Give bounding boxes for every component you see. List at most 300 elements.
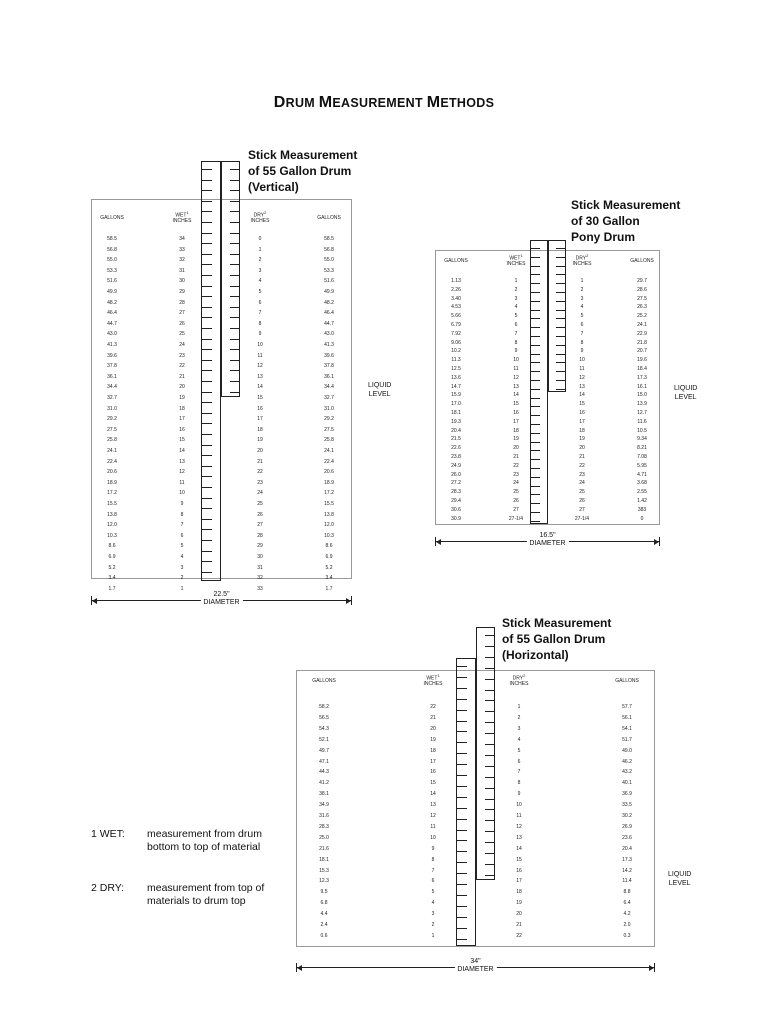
stick-tick <box>456 895 467 896</box>
table-cell: 19 <box>430 736 436 743</box>
table-cell: 6 <box>258 299 262 306</box>
table-cell: 14.2 <box>622 867 632 874</box>
stick-tick <box>485 711 495 712</box>
stick-tick <box>456 830 467 831</box>
table-cell: 6 <box>517 758 521 765</box>
table-cell: 9.06 <box>451 339 461 346</box>
stick-tick <box>230 233 240 234</box>
table-cell: 2 <box>514 286 518 293</box>
table-cell: 16.1 <box>637 383 647 390</box>
table-cell: 1 <box>514 278 518 284</box>
table-cell: 18 <box>430 747 436 754</box>
table-cell: 8 <box>431 856 435 863</box>
table-cell: 21.6 <box>319 845 329 852</box>
table-cell: 27.2 <box>451 480 461 487</box>
stick-tick <box>456 906 467 907</box>
table-cell: 30 <box>179 278 185 285</box>
table-cell: 21 <box>430 714 436 721</box>
table-cell: 26 <box>579 498 585 504</box>
table-cell: 20 <box>513 445 519 452</box>
stick-tick <box>201 307 212 308</box>
table-cell: 30.9 <box>451 515 461 522</box>
table-cell: 31.0 <box>107 405 117 412</box>
table-cell: 48.2 <box>324 299 334 306</box>
table-cell: 49.0 <box>622 747 632 754</box>
header-dry-footnote: 2 <box>523 673 526 678</box>
table-cell: 12 <box>579 374 585 381</box>
table-cell: 22.9 <box>637 330 647 337</box>
table-cell: 15.3 <box>319 867 329 874</box>
table-cell: 56.8 <box>324 246 334 253</box>
table-cell: 20.4 <box>622 845 632 852</box>
table-cell: 56.1 <box>622 714 632 721</box>
stick-tick <box>556 345 566 346</box>
stick-tick <box>201 360 212 361</box>
measuring-stick-upper <box>548 240 566 392</box>
stick-tick <box>456 666 467 667</box>
table-cell: 28 <box>257 532 263 539</box>
stick-tick <box>201 519 212 520</box>
stick-tick <box>530 521 540 522</box>
table-cell: 44.3 <box>319 769 329 776</box>
table-cell: 18.9 <box>107 479 117 486</box>
table-cell: 25.8 <box>324 437 334 444</box>
table-cell: 11 <box>257 352 263 359</box>
table-cell: 18.1 <box>451 410 461 416</box>
table-cell: 1 <box>258 246 262 253</box>
table-cell: 44.7 <box>324 320 334 327</box>
table-cell: 1 <box>517 704 521 710</box>
table-cell: 37.8 <box>324 363 334 370</box>
table-cell: 32 <box>257 575 263 582</box>
stick-tick <box>530 398 540 399</box>
table-cell: 33 <box>179 246 185 253</box>
table-cell: 7.92 <box>451 330 461 337</box>
stick-tick <box>530 503 540 504</box>
table-cell: 14 <box>513 392 519 399</box>
table-cell: 40.1 <box>622 780 632 787</box>
table-cell: 18 <box>179 405 185 412</box>
table-cell: 10.3 <box>107 532 117 539</box>
table-cell: 21 <box>516 922 522 928</box>
table-cell: 7 <box>580 330 584 337</box>
table-cell: 1.13 <box>451 278 461 284</box>
table-cell: 41.3 <box>107 342 117 348</box>
table-cell: 30.2 <box>622 813 632 819</box>
table-cell: 22 <box>430 704 436 710</box>
table-cell: 11 <box>579 366 585 372</box>
stick-tick <box>556 354 566 355</box>
table-cell: 25.2 <box>637 313 647 320</box>
table-cell: 36.1 <box>324 373 334 380</box>
header-wet-text: WET <box>426 675 438 682</box>
diameter-word: DIAMETER <box>203 599 240 606</box>
stick-tick <box>230 275 240 276</box>
table-cell: 3 <box>431 911 435 918</box>
stick-tick <box>456 884 467 885</box>
arrow-right-icon <box>649 965 654 971</box>
stick-tick <box>230 264 240 265</box>
stick-tick <box>556 283 566 284</box>
stick-tick <box>456 862 467 863</box>
table-cell: 25 <box>513 489 519 496</box>
table-cell: 24 <box>513 480 519 487</box>
header-dry-text: DRY <box>253 212 265 219</box>
header-dry-footnote: 2 <box>586 253 589 258</box>
table-cell: 4.71 <box>637 471 647 478</box>
table-cell: 17 <box>516 878 522 885</box>
table-cell: 26.9 <box>622 823 632 830</box>
table-cell: 13 <box>516 834 522 841</box>
arrow-right-icon <box>346 598 351 604</box>
stick-tick <box>201 317 212 318</box>
table-cell: 17.0 <box>451 401 461 408</box>
stick-tick <box>530 371 540 372</box>
stick-tick <box>201 169 212 170</box>
table-cell: 11 <box>179 479 185 486</box>
table-cell: 7 <box>514 330 518 337</box>
stick-tick <box>201 211 212 212</box>
table-cell: 56.8 <box>107 246 117 253</box>
table-cell: 8 <box>580 339 584 346</box>
header-gallons: GALLONS <box>615 678 639 684</box>
table-cell: 25 <box>257 501 263 507</box>
table-cell: 34.9 <box>319 802 329 809</box>
arrow-left-icon <box>92 598 97 604</box>
stick-tick <box>556 318 566 319</box>
table-cell: 53.3 <box>324 267 334 274</box>
table-cell: 4 <box>580 304 584 311</box>
arrow-right-icon <box>654 539 659 545</box>
table-cell: 17 <box>513 418 519 425</box>
table-cell: 27 <box>579 506 585 513</box>
liquid-level-line: LIQUID <box>674 385 698 392</box>
stick-tick <box>201 445 212 446</box>
stick-tick <box>456 742 467 743</box>
table-cell: 10.5 <box>637 427 647 434</box>
stick-tick <box>456 819 467 820</box>
stick-tick <box>230 307 240 308</box>
table-cell: 8 <box>517 780 521 787</box>
stick-tick <box>485 809 495 810</box>
table-cell: 3 <box>180 564 184 571</box>
table-cell: 23 <box>257 479 263 486</box>
table-cell: 18.1 <box>319 856 329 863</box>
table-cell: 7.08 <box>637 454 647 460</box>
table-cell: 4 <box>258 278 262 285</box>
stick-tick <box>530 477 540 478</box>
table-cell: 15 <box>513 401 519 408</box>
table-cell: 6.8 <box>320 900 328 907</box>
header-gallons: GALLONS <box>317 215 341 221</box>
stick-tick <box>530 292 540 293</box>
table-cell: 14 <box>579 392 585 399</box>
table-cell: 12.3 <box>319 878 329 885</box>
table-cell: 8 <box>514 339 518 346</box>
table-cell: 33 <box>257 585 263 592</box>
table-cell: 4 <box>180 554 184 560</box>
table-cell: 19 <box>179 395 185 401</box>
stick-tick <box>485 657 495 658</box>
table-cell: 13.6 <box>451 374 461 381</box>
table-cell: 47.1 <box>319 758 329 765</box>
header-gallons: GALLONS <box>312 678 336 684</box>
table-cell: 15 <box>179 437 185 444</box>
table-cell: 30 <box>257 554 263 560</box>
table-cell: 12 <box>516 823 522 830</box>
caption-line: of 55 Gallon Drum <box>502 632 606 646</box>
stick-tick <box>201 370 212 371</box>
caption-line: (Horizontal) <box>502 648 569 662</box>
table-cell: 51.6 <box>107 278 117 285</box>
table-cell: 52.1 <box>319 736 329 743</box>
stick-tick <box>201 349 212 350</box>
table-cell: 1 <box>580 278 584 284</box>
table-cell: 15.9 <box>451 392 461 399</box>
stick-tick <box>530 345 540 346</box>
table-cell: 17 <box>257 416 263 423</box>
table-cell: 18.9 <box>324 479 334 486</box>
stick-tick <box>485 744 495 745</box>
stick-tick <box>485 864 495 865</box>
stick-tick <box>556 327 566 328</box>
table-cell: 5 <box>431 889 435 896</box>
stick-tick <box>556 380 566 381</box>
stick-tick <box>201 455 212 456</box>
table-cell: 49.7 <box>319 747 329 754</box>
table-cell: 26 <box>179 320 185 327</box>
stick-tick <box>530 512 540 513</box>
table-cell: 3 <box>514 295 518 302</box>
table-cell: 3 <box>580 295 584 302</box>
diameter-label <box>454 958 496 974</box>
stick-tick <box>530 318 540 319</box>
stick-tick <box>230 222 240 223</box>
table-cell: 25 <box>579 489 585 496</box>
table-cell: 18 <box>579 427 585 434</box>
table-cell: 24.1 <box>324 448 334 454</box>
header-gallons: GALLONS <box>100 215 124 221</box>
table-cell: 18.4 <box>637 366 647 372</box>
stick-tick <box>456 797 467 798</box>
table-cell: 2 <box>580 286 584 293</box>
stick-tick <box>230 254 240 255</box>
table-cell: 383 <box>637 506 647 513</box>
table-cell: 3.4 <box>325 575 333 582</box>
table-cell: 30.6 <box>451 506 461 513</box>
note-definition: measurement from drum bottom to top of material <box>147 828 262 853</box>
measuring-stick-upper <box>221 161 240 397</box>
table-cell: 39.6 <box>324 352 334 359</box>
table-cell: 49.9 <box>107 289 117 295</box>
table-cell: 1 <box>431 932 435 939</box>
table-cell: 22.4 <box>107 458 117 465</box>
table-cell: 20.7 <box>637 348 647 355</box>
caption-line: of 30 Gallon <box>571 214 640 228</box>
stick-tick <box>201 222 212 223</box>
table-caption <box>248 147 357 195</box>
stick-tick <box>556 266 566 267</box>
table-cell: 53.3 <box>107 267 117 274</box>
stick-tick <box>201 190 212 191</box>
liquid-level-label <box>368 381 391 399</box>
liquid-level-label <box>674 384 697 402</box>
table-cell: 2 <box>431 922 435 928</box>
table-cell: 10 <box>179 490 185 497</box>
table-cell: 17.2 <box>107 490 117 497</box>
table-cell: 31 <box>257 564 263 571</box>
table-cell: 38.1 <box>319 791 329 798</box>
table-cell: 27 <box>257 522 263 529</box>
table-cell: 28 <box>179 299 185 306</box>
liquid-level-line: LEVEL <box>368 391 391 398</box>
table-cell: 8 <box>180 511 184 518</box>
table-cell: 46.2 <box>622 758 632 765</box>
table-cell: 26.3 <box>637 304 647 311</box>
stick-tick <box>485 700 495 701</box>
stick-tick <box>530 336 540 337</box>
table-cell: 27 <box>179 310 185 317</box>
stick-tick <box>230 392 240 393</box>
stick-tick <box>485 646 495 647</box>
stick-tick <box>556 310 566 311</box>
table-cell: 14.7 <box>451 383 461 390</box>
stick-tick <box>201 561 212 562</box>
table-cell: 10 <box>513 357 519 364</box>
diameter-value: 16.5" <box>539 532 556 539</box>
table-cell: 20 <box>579 445 585 452</box>
table-cell: 15.5 <box>107 501 117 507</box>
table-cell: 7 <box>431 867 435 874</box>
table-cell: 7 <box>517 769 521 776</box>
stick-tick <box>530 310 540 311</box>
table-cell: 21.5 <box>451 436 461 443</box>
stick-tick <box>456 731 467 732</box>
table-cell: 5.2 <box>325 564 333 571</box>
table-cell: 34 <box>179 236 185 242</box>
table-cell: 24.1 <box>637 322 647 328</box>
table-cell: 18 <box>513 427 519 434</box>
stick-tick <box>485 679 495 680</box>
table-cell: 43.0 <box>107 331 117 338</box>
table-cell: 11 <box>513 366 519 372</box>
table-cell: 11.6 <box>637 418 647 425</box>
table-cell: 27.5 <box>324 426 334 433</box>
liquid-level-line: LEVEL <box>668 880 691 887</box>
table-cell: 24.9 <box>451 462 461 469</box>
table-cell: 8.6 <box>325 543 333 550</box>
table-cell: 16 <box>513 410 519 416</box>
stick-tick <box>556 389 566 390</box>
table-cell: 4 <box>431 900 435 907</box>
table-cell: 16 <box>516 867 522 874</box>
table-cell: 15.0 <box>637 392 647 399</box>
table-cell: 2 <box>517 714 521 721</box>
table-cell: 2.4 <box>320 922 328 928</box>
stick-tick <box>201 476 212 477</box>
page-title: DRUM MEASUREMENT METHODS <box>273 94 495 111</box>
caption-line: of 55 Gallon Drum <box>248 164 352 178</box>
stick-tick <box>530 354 540 355</box>
table-cell: 21 <box>179 373 185 380</box>
stick-tick <box>485 766 495 767</box>
stick-tick <box>201 572 212 573</box>
table-cell: 22 <box>257 469 263 476</box>
stick-tick <box>485 690 495 691</box>
table-cell: 21.8 <box>637 339 647 346</box>
table-cell: 12 <box>179 469 185 476</box>
table-cell: 21 <box>579 454 585 460</box>
table-cell: 23.8 <box>451 454 461 460</box>
table-cell: 29.7 <box>637 278 647 284</box>
stick-tick <box>456 677 467 678</box>
table-cell: 14 <box>179 448 185 454</box>
table-cell: 13.8 <box>107 511 117 518</box>
header-inches: INCHES <box>250 218 270 224</box>
table-cell: 51.7 <box>622 736 632 743</box>
table-cell: 6.4 <box>623 900 631 907</box>
stick-tick <box>201 487 212 488</box>
stick-tick <box>456 917 467 918</box>
stick-tick <box>230 296 240 297</box>
stick-tick <box>530 406 540 407</box>
header-inches: INCHES <box>572 261 592 267</box>
table-cell: 11.3 <box>451 357 461 364</box>
table-cell: 57.7 <box>622 704 632 710</box>
table-cell: 2.55 <box>637 489 647 496</box>
header-inches: INCHES <box>506 261 526 267</box>
table-cell: 32.7 <box>107 395 117 401</box>
table-cell: 21 <box>257 458 263 465</box>
table-cell: 34.4 <box>324 384 334 391</box>
stick-tick <box>201 529 212 530</box>
header-dry-text: DRY <box>512 675 524 682</box>
table-cell: 15 <box>579 401 585 408</box>
table-cell: 4 <box>517 736 521 743</box>
stick-tick <box>201 381 212 382</box>
table-cell: 48.2 <box>107 299 117 306</box>
table-cell: 15 <box>430 780 436 787</box>
stick-tick <box>201 233 212 234</box>
table-cell: 11.4 <box>622 878 632 885</box>
table-cell: 28.3 <box>319 823 329 830</box>
liquid-level-line: LEVEL <box>674 394 697 401</box>
table-cell: 54.1 <box>622 725 632 732</box>
table-cell: 13.9 <box>637 401 647 408</box>
table-cell: 43.0 <box>324 331 334 338</box>
table-cell: 4.2 <box>623 911 631 918</box>
table-cell: 20.4 <box>451 427 461 434</box>
table-cell: 16 <box>179 426 185 433</box>
table-cell: 22 <box>179 363 185 370</box>
table-cell: 6 <box>514 322 518 328</box>
stick-tick <box>485 831 495 832</box>
table-cell: 16 <box>430 769 436 776</box>
table-cell: 24 <box>257 490 263 497</box>
table-cell: 2.0 <box>623 922 631 928</box>
table-cell: 13 <box>579 383 585 390</box>
table-cell: 34.4 <box>107 384 117 391</box>
stick-tick <box>201 508 212 509</box>
table-cell: 15 <box>257 395 263 401</box>
stick-tick <box>485 853 495 854</box>
table-cell: 11 <box>516 813 522 819</box>
table-cell: 10 <box>579 357 585 364</box>
header-wet-footnote: 1 <box>437 673 440 678</box>
stick-tick <box>230 381 240 382</box>
stick-tick <box>456 873 467 874</box>
table-cell: 9 <box>517 791 521 798</box>
